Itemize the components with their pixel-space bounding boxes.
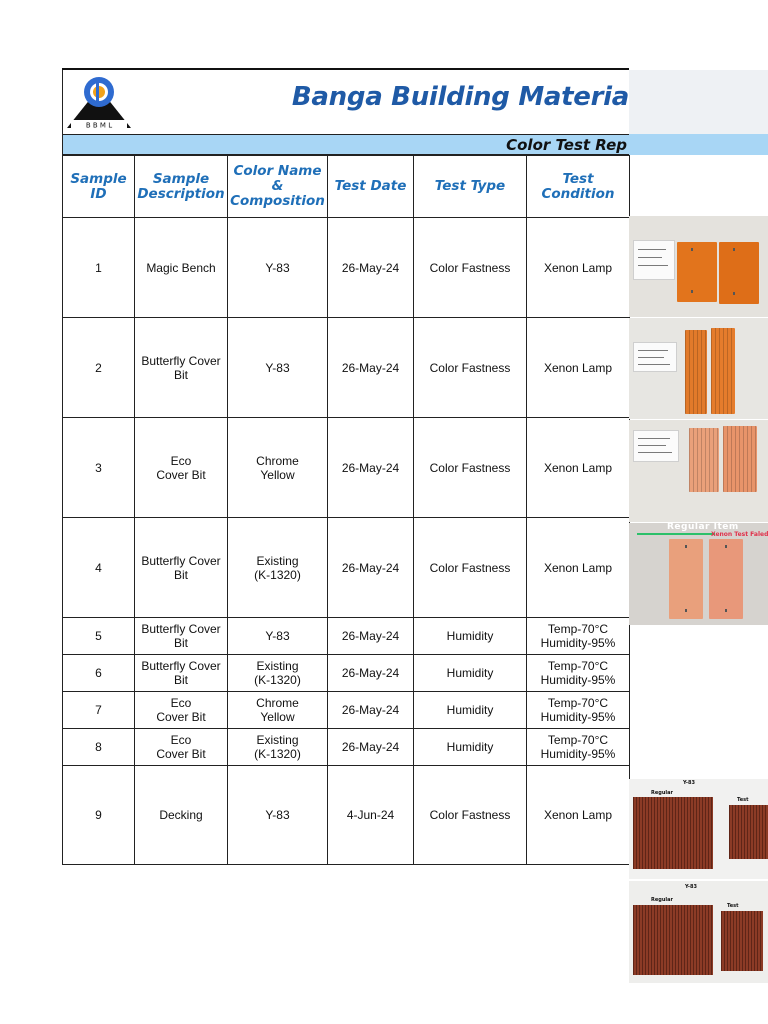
cell-color: Y-83 — [228, 318, 328, 418]
cell-sample-id: 9 — [63, 766, 135, 865]
cell-condition: Xenon Lamp — [527, 218, 630, 318]
title-overflow-area — [629, 70, 768, 134]
cell-date: 26-May-24 — [328, 418, 414, 518]
table-row — [63, 729, 630, 766]
cell-sample-id: 1 — [63, 218, 135, 318]
cell-condition: Xenon Lamp — [527, 766, 630, 865]
cell-sample-id: 7 — [63, 692, 135, 729]
caption-underline — [637, 533, 715, 535]
table-header-row — [63, 156, 630, 218]
report-subtitle-bar — [62, 134, 768, 155]
column-header-test-type: Test Type — [414, 156, 527, 218]
cell-test-type: Color Fastness — [414, 218, 527, 318]
table-row — [63, 692, 630, 729]
cell-color: Y-83 — [228, 618, 328, 655]
cell-date: 26-May-24 — [328, 655, 414, 692]
photo-label: Y-83 — [683, 780, 695, 786]
cell-date: 4-Jun-24 — [328, 766, 414, 865]
column-header-sample-description: Sample Description — [135, 156, 228, 218]
cell-color: Existing (K-1320) — [228, 655, 328, 692]
report-title: Color Test Rep — [506, 136, 627, 154]
sample-photo-1 — [629, 216, 768, 317]
cell-description: Eco Cover Bit — [135, 729, 228, 766]
cell-sample-id: 4 — [63, 518, 135, 618]
cell-condition: Temp-70°C Humidity-95% — [527, 729, 630, 766]
table-row — [63, 418, 630, 518]
photo-subcaption: Xenon Test Faled — [711, 531, 768, 538]
cell-condition: Temp-70°C Humidity-95% — [527, 618, 630, 655]
sample-strip — [669, 539, 703, 619]
cell-description: Butterfly Cover Bit — [135, 518, 228, 618]
photo-tag-right: Test — [727, 903, 739, 909]
handwritten-note — [633, 240, 675, 280]
sample-photo-6 — [629, 881, 768, 983]
decking-sample — [633, 905, 713, 975]
cell-test-type: Color Fastness — [414, 318, 527, 418]
report-header — [62, 68, 768, 154]
photo-tag-left: Regular — [651, 790, 673, 796]
cell-description: Decking — [135, 766, 228, 865]
title-cell — [135, 70, 629, 134]
column-header-color-name: Color Name & Composition — [228, 156, 328, 218]
cell-description: Eco Cover Bit — [135, 692, 228, 729]
cell-test-type: Humidity — [414, 618, 527, 655]
cell-sample-id: 5 — [63, 618, 135, 655]
column-header-test-date: Test Date — [328, 156, 414, 218]
company-logo — [62, 70, 136, 134]
sample-photo-4 — [629, 523, 768, 625]
cell-sample-id: 8 — [63, 729, 135, 766]
bbml-logo-icon — [63, 70, 135, 134]
sample-photo-2 — [629, 318, 768, 419]
table-row — [63, 618, 630, 655]
cell-sample-id: 3 — [63, 418, 135, 518]
cell-date: 26-May-24 — [328, 518, 414, 618]
test-results-table — [62, 155, 630, 865]
company-title: Banga Building Materia — [291, 82, 629, 112]
table-row — [63, 518, 630, 618]
handwritten-note — [633, 342, 677, 372]
decking-sample — [721, 911, 763, 971]
cell-color: Y-83 — [228, 766, 328, 865]
cell-color: Y-83 — [228, 218, 328, 318]
table-row — [63, 766, 630, 865]
cell-sample-id: 6 — [63, 655, 135, 692]
logo-letters: B B M L — [85, 121, 113, 130]
photo-caption: Regular Item — [667, 523, 739, 532]
column-header-test-condition: Test Condition — [527, 156, 630, 218]
sample-strip — [677, 242, 717, 302]
table-row — [63, 218, 630, 318]
cell-description: Magic Bench — [135, 218, 228, 318]
sample-strip — [709, 539, 743, 619]
cell-date: 26-May-24 — [328, 318, 414, 418]
handwritten-note — [633, 430, 679, 462]
cell-condition: Temp-70°C Humidity-95% — [527, 655, 630, 692]
cell-condition: Temp-70°C Humidity-95% — [527, 692, 630, 729]
cell-color: Existing (K-1320) — [228, 729, 328, 766]
table-row — [63, 655, 630, 692]
decking-sample — [633, 797, 713, 869]
cell-color: Chrome Yellow — [228, 418, 328, 518]
cell-date: 26-May-24 — [328, 692, 414, 729]
sample-strip — [719, 242, 759, 304]
cell-test-type: Humidity — [414, 729, 527, 766]
cell-description: Butterfly Cover Bit — [135, 655, 228, 692]
cell-condition: Xenon Lamp — [527, 318, 630, 418]
cell-date: 26-May-24 — [328, 729, 414, 766]
cell-description: Eco Cover Bit — [135, 418, 228, 518]
cell-test-type: Color Fastness — [414, 418, 527, 518]
sample-photo-3 — [629, 420, 768, 522]
cell-test-type: Humidity — [414, 655, 527, 692]
column-header-sample-id: Sample ID — [63, 156, 135, 218]
cell-color: Existing (K-1320) — [228, 518, 328, 618]
cell-color: Chrome Yellow — [228, 692, 328, 729]
cell-description: Butterfly Cover Bit — [135, 318, 228, 418]
photo-label: Y-83 — [685, 884, 697, 890]
cell-condition: Xenon Lamp — [527, 518, 630, 618]
cell-condition: Xenon Lamp — [527, 418, 630, 518]
cell-test-type: Color Fastness — [414, 518, 527, 618]
table-row — [63, 318, 630, 418]
cell-description: Butterfly Cover Bit — [135, 618, 228, 655]
cell-sample-id: 2 — [63, 318, 135, 418]
subtitle-cell — [62, 134, 629, 155]
photo-tag-left: Regular — [651, 897, 673, 903]
decking-sample — [729, 805, 768, 859]
sample-photo-5 — [629, 779, 768, 879]
cell-test-type: Color Fastness — [414, 766, 527, 865]
cell-date: 26-May-24 — [328, 218, 414, 318]
cell-date: 26-May-24 — [328, 618, 414, 655]
cell-test-type: Humidity — [414, 692, 527, 729]
photo-tag-right: Test — [737, 797, 749, 803]
